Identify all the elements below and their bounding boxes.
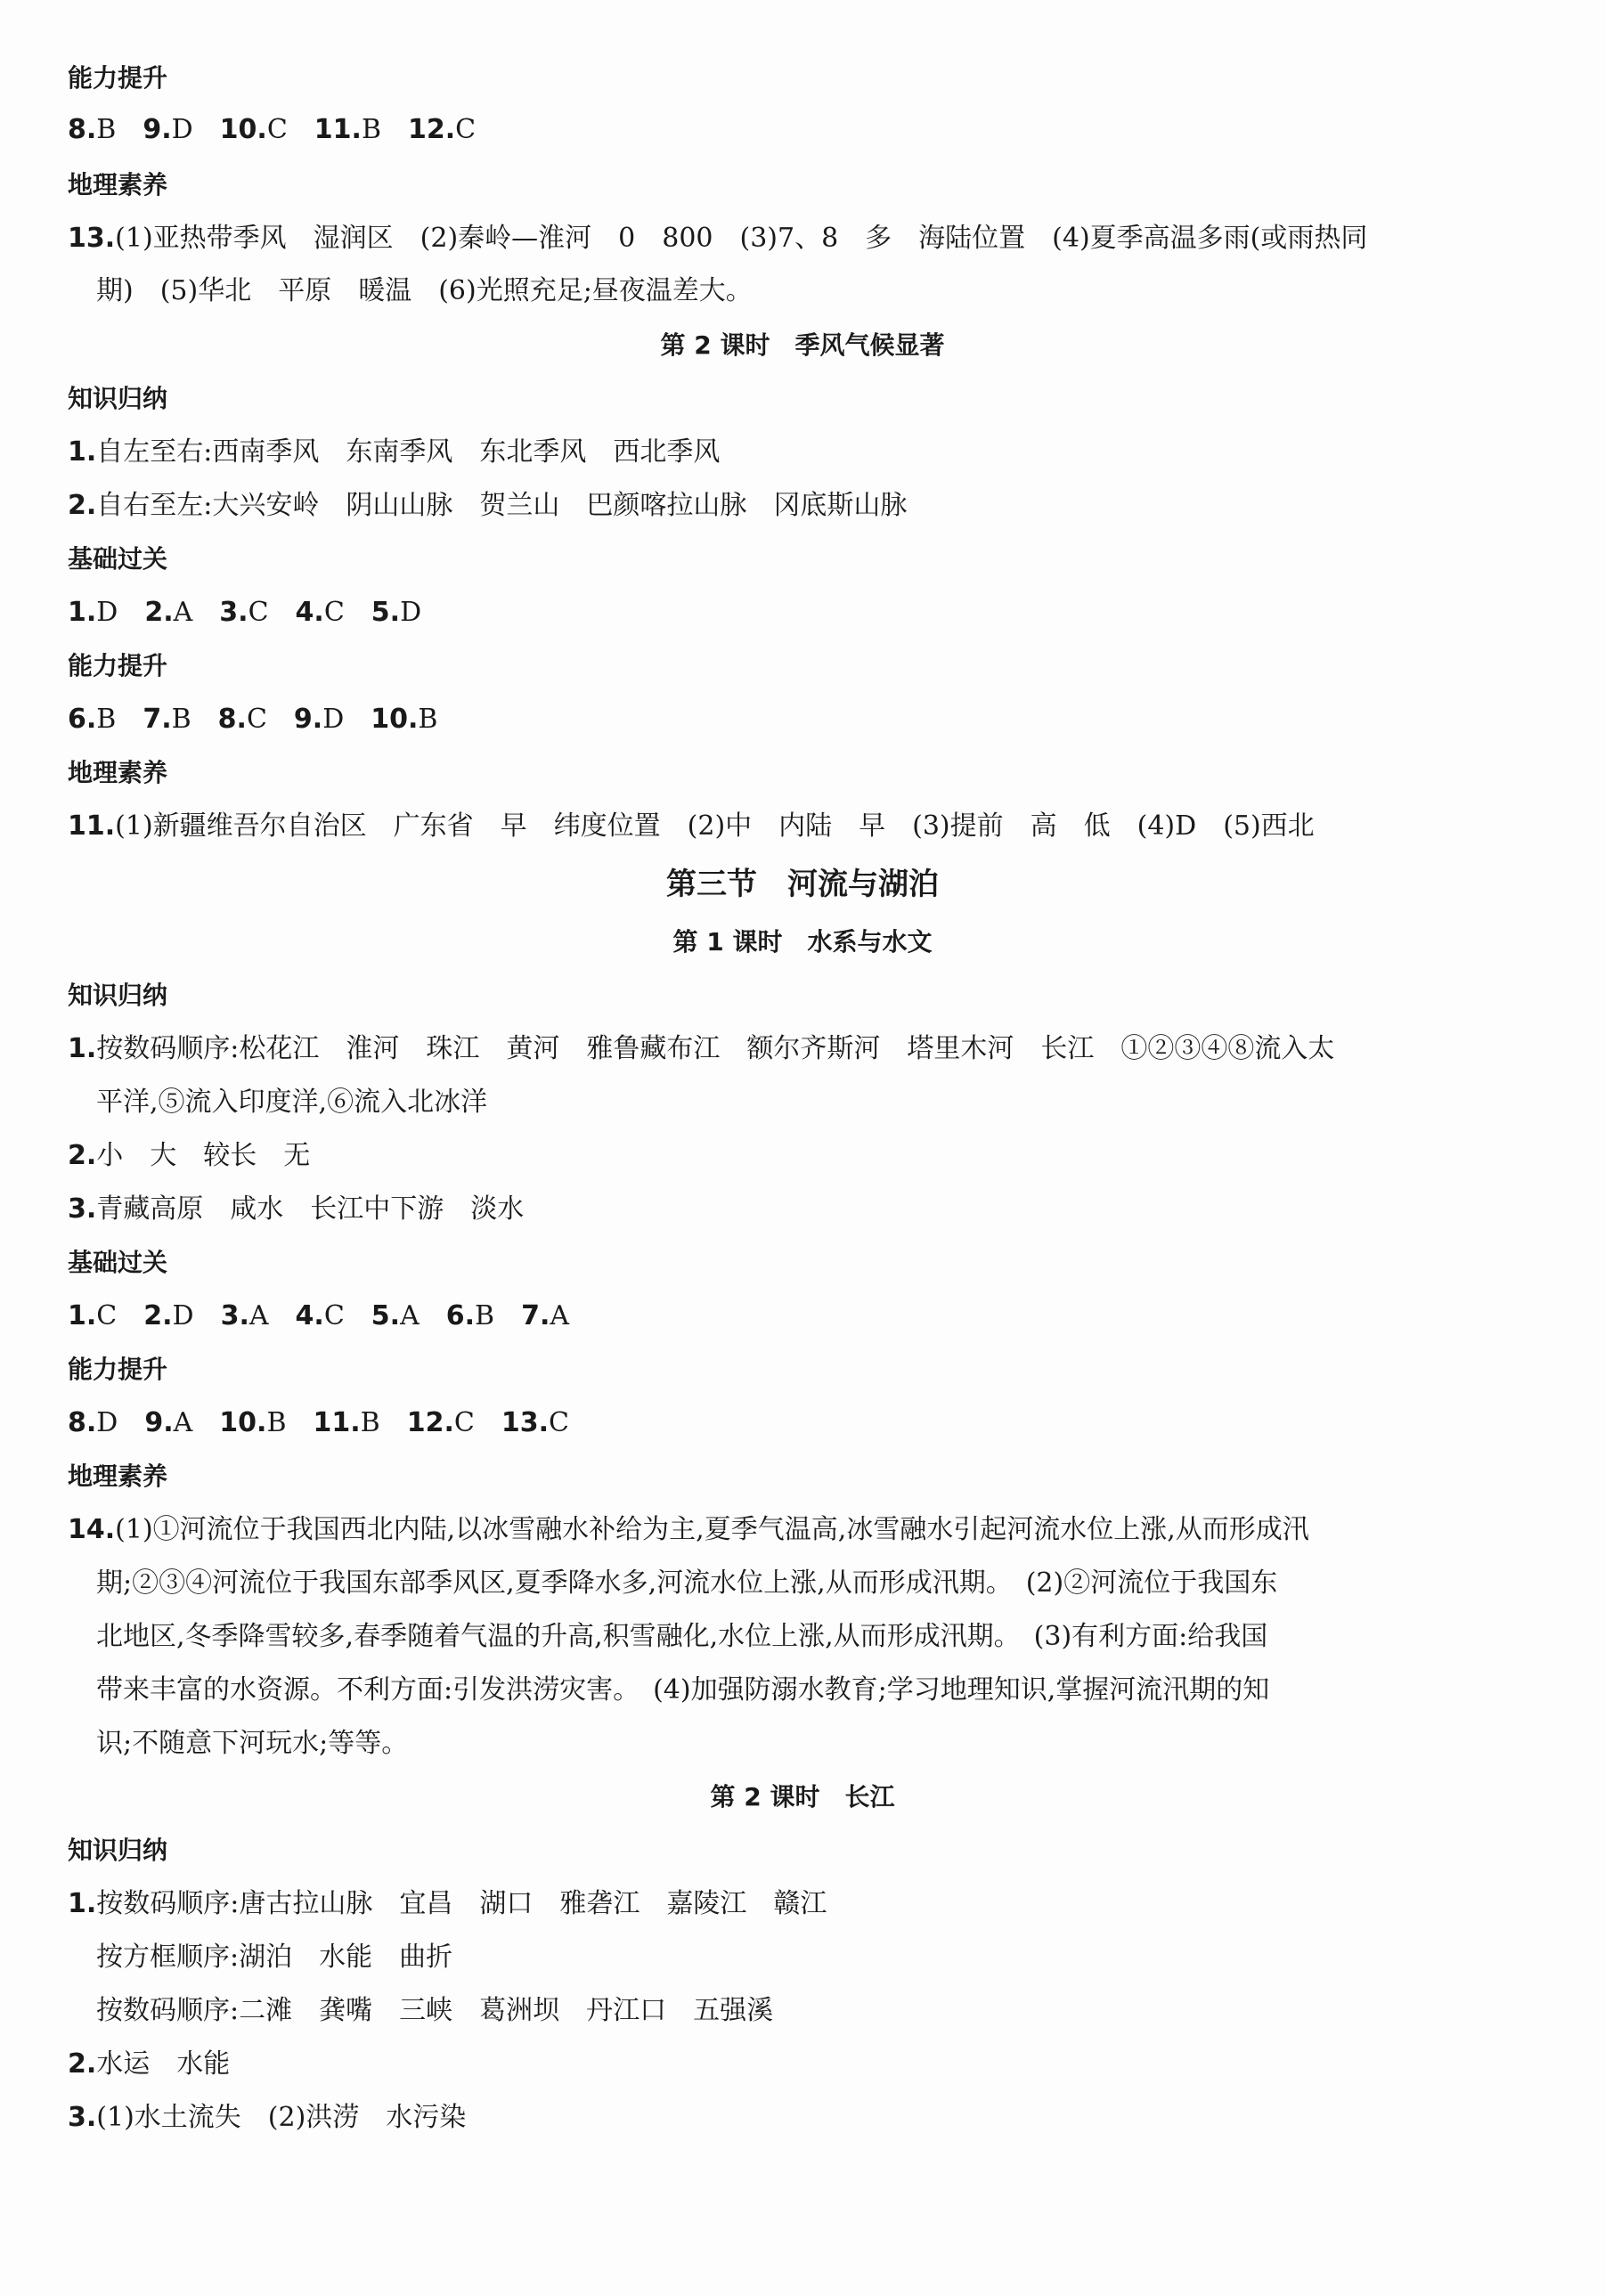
answer-letter: C [246,704,267,735]
section-heading: 基础过关 [68,544,168,574]
answer-continuation: 带来丰富的水资源。不利方面:引发洪涝灾害。 (4)加强防溺水教育;学习地理知识,掌握河流汛期的知 [96,1674,1270,1706]
answer-letter: D [172,1300,194,1331]
answer-item [521,1300,569,1331]
answer-paragraph [68,809,1315,844]
answer-text: 自左至右:西南季风 东南季风 东北季风 西北季风 [96,436,721,468]
answer-item [408,114,476,145]
answer-item [501,1407,569,1438]
answer-letter: D [400,597,422,628]
answer-letter: B [96,704,117,735]
question-number: 8. [217,704,247,735]
answer-continuation: 期;②③④河流位于我国东部季风区,夏季降水多,河流水位上涨,从而形成汛期。 (2)②河流位于我国东 [96,1567,1278,1599]
answer-letter: C [266,114,288,145]
answer-letter: A [400,1300,420,1331]
answer-letter: B [171,704,191,735]
answer-item [296,597,345,628]
answer-item [294,704,344,735]
question-number: 6. [68,704,97,735]
section-heading: 能力提升 [68,1355,168,1384]
section-heading: 知识归纳 [68,1836,168,1865]
answer-letter: D [171,114,193,145]
answer-subline: 按方框顺序:湖泊 水能 曲折 [96,1942,453,1973]
answer-paragraph [68,2100,466,2136]
section-heading: 基础过关 [68,1248,168,1277]
answer-letter: B [266,1407,287,1438]
answer-item [144,597,192,628]
answer-item [371,704,437,735]
answer-letter: C [96,1300,118,1331]
answer-item [218,704,267,735]
answer-text: 按数码顺序:松花江 淮河 珠江 黄河 雅鲁藏布江 额尔齐斯河 塔里木河 长江 ①②③④⑧流入太 [96,1033,1335,1064]
answer-letter: A [248,1300,269,1331]
answer-paragraph [68,2047,230,2082]
question-number: 8. [68,114,97,145]
answer-letter: C [323,597,345,628]
answer-item [68,1407,118,1438]
answer-row [68,112,476,148]
answer-item [144,1407,192,1438]
answer-letter: A [173,1407,193,1438]
lesson-title: 第 2 课时 长江 [710,1782,895,1812]
question-number: 1. [68,1300,97,1331]
question-number: 10. [219,114,267,145]
section-heading: 能力提升 [68,63,168,93]
answer-paragraph [68,1512,1309,1548]
section-heading: 地理素养 [68,758,168,787]
answer-item [371,1300,420,1331]
section-heading: 知识归纳 [68,981,168,1010]
answer-continuation: 平洋,⑤流入印度洋,⑥流入北冰洋 [96,1087,488,1118]
answer-text: (1)水土流失 (2)洪涝 水污染 [96,2102,467,2133]
question-number: 7. [143,704,172,735]
answer-row [68,595,421,631]
answer-letter: D [322,704,345,735]
section-title: 第三节 河流与湖泊 [666,867,939,902]
answer-item [68,704,116,735]
answer-subline: 按数码顺序:二滩 龚嘴 三峡 葛洲坝 丹江口 五强溪 [96,1995,774,2026]
question-number: 4. [295,597,324,628]
answer-paragraph [68,1031,1334,1067]
answer-item [407,1407,475,1438]
question-number: 1. [68,597,97,628]
answer-letter: C [248,597,269,628]
answer-item [371,597,421,628]
question-number: 3. [68,2102,97,2133]
answer-paragraph [68,435,720,470]
question-number: 10. [371,704,419,735]
answer-text: 小 大 较长 无 [96,1140,311,1171]
lesson-title: 第 1 课时 水系与水文 [672,927,933,957]
answer-letter: C [453,1407,475,1438]
answer-item [314,114,381,145]
answer-letter: D [96,1407,118,1438]
question-number: 12. [406,1407,454,1438]
question-number: 9. [144,1407,174,1438]
answer-text: 水运 水能 [96,2048,231,2080]
lesson-title: 第 2 课时 季风气候显著 [660,330,945,360]
answer-letter: C [323,1300,345,1331]
question-number: 2. [68,2048,97,2080]
question-number: 11. [314,114,362,145]
answer-letter: B [418,704,438,735]
answer-letter: B [360,1407,380,1438]
question-number: 3. [219,597,248,628]
answer-text: 自右至左:大兴安岭 阴山山脉 贺兰山 巴颜喀拉山脉 冈底斯山脉 [96,490,908,521]
question-number: 1. [68,1033,97,1064]
question-number: 3. [220,1300,249,1331]
answer-paragraph [68,488,907,524]
answer-item [219,1407,286,1438]
question-number: 1. [68,436,97,468]
question-number: 11. [313,1407,361,1438]
answer-row [68,702,437,737]
question-number: 13. [501,1407,549,1438]
answer-text: (1)①河流位于我国西北内陆,以冰雪融水补给为主,夏季气温高,冰雪融水引起河流水位上涨,从而形成汛 [115,1514,1309,1545]
section-heading: 知识归纳 [68,384,168,413]
answer-item [143,1300,193,1331]
answer-letter: B [96,114,117,145]
answer-item [220,114,288,145]
answer-continuation: 识;不随意下河玩水;等等。 [96,1728,409,1759]
question-number: 13. [68,223,116,254]
answer-row [68,1405,569,1441]
answer-item [219,597,268,628]
question-number: 5. [371,597,401,628]
question-number: 10. [219,1407,267,1438]
question-number: 5. [371,1300,401,1331]
answer-letter: B [475,1300,495,1331]
answer-paragraph [68,221,1367,256]
question-number: 2. [144,597,174,628]
answer-item [446,1300,494,1331]
question-number: 1. [68,1888,97,1919]
answer-letter: C [548,1407,569,1438]
answer-text: 青藏高原 咸水 长江中下游 淡水 [96,1193,525,1225]
section-heading: 地理素养 [68,1461,168,1491]
answer-paragraph [68,1138,310,1174]
answer-item [143,114,192,145]
answer-item [68,597,118,628]
answer-text: 按数码顺序:唐古拉山脉 宜昌 湖口 雅砻江 嘉陵江 赣江 [96,1888,827,1919]
answer-item [68,1300,117,1331]
answer-text: (1)新疆维吾尔自治区 广东省 早 纬度位置 (2)中 内陆 早 (3)提前 高 低 (4)D (5)西北 [115,810,1315,842]
answer-text: (1)亚热带季风 湿润区 (2)秦岭—淮河 0 800 (3)7、8 多 海陆位置 (4)夏季高温多雨(或雨热同 [115,223,1368,254]
question-number: 8. [68,1407,97,1438]
question-number: 11. [68,810,116,842]
question-number: 9. [143,114,172,145]
question-number: 6. [445,1300,476,1331]
section-heading: 地理素养 [68,170,168,199]
answer-paragraph [68,1192,524,1227]
question-number: 9. [293,704,323,735]
section-heading: 能力提升 [68,651,168,680]
answer-letter: C [455,114,477,145]
question-number: 2. [143,1300,173,1331]
answer-letter: D [96,597,118,628]
answer-item [314,1407,380,1438]
answer-letter: A [550,1300,570,1331]
answer-continuation: 北地区,冬季降雪较多,春季随着气温的升高,积雪融化,水位上涨,从而形成汛期。 (3)有利方面:给我国 [96,1621,1268,1652]
answer-row [68,1299,569,1334]
question-number: 12. [408,114,456,145]
answer-letter: A [173,597,193,628]
question-number: 4. [295,1300,324,1331]
answer-item [221,1300,269,1331]
question-number: 14. [68,1514,116,1545]
answer-letter: B [361,114,381,145]
answer-item [68,114,116,145]
question-number: 7. [521,1300,550,1331]
answer-item [143,704,191,735]
question-number: 2. [68,1140,97,1171]
question-number: 3. [68,1193,97,1225]
answer-continuation: 期) (5)华北 平原 暖温 (6)光照充足;昼夜温差大。 [96,275,753,306]
answer-item [296,1300,345,1331]
question-number: 2. [68,490,97,521]
answer-paragraph [68,1886,827,1922]
